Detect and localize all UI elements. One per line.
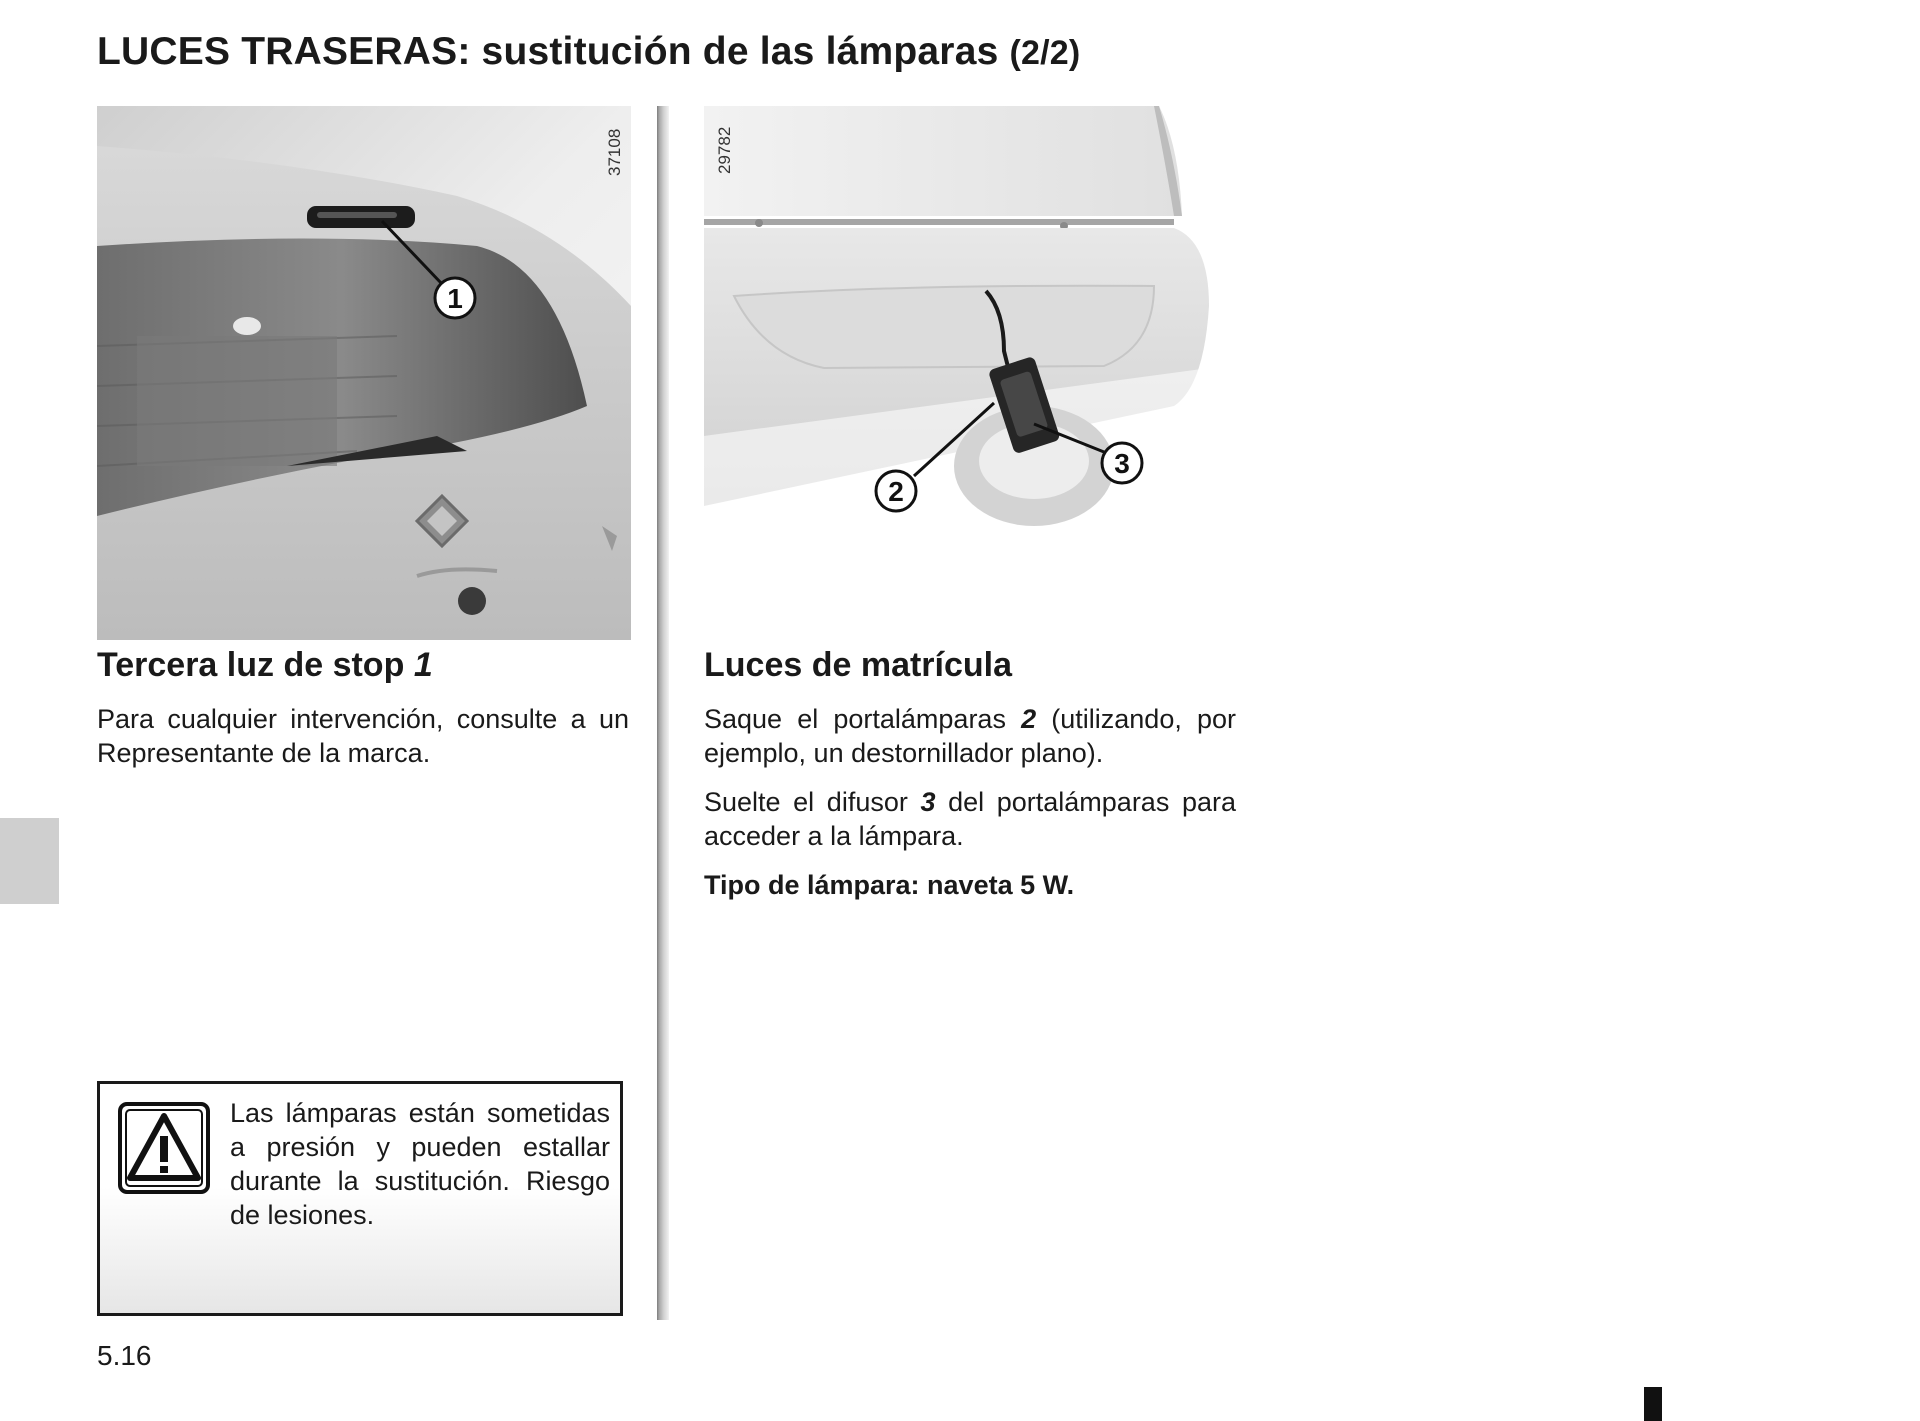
p2-ref: 3 xyxy=(920,787,936,817)
page-edge-mark xyxy=(1644,1387,1662,1421)
figure-id-2: 29782 xyxy=(715,126,734,174)
column-divider xyxy=(657,106,669,1320)
p2-text-a: Suelte el difusor xyxy=(704,787,921,817)
p1-text-a: Saque el portalámparas xyxy=(704,704,1022,734)
callout-label-2: 2 xyxy=(888,476,904,507)
p1-ref: 2 xyxy=(1021,704,1037,734)
page-title-text: LUCES TRASERAS: sustitución de las lámparas xyxy=(97,30,999,73)
page-title xyxy=(97,30,1080,74)
figure-third-stop-light xyxy=(97,106,631,640)
license-plate-light-illustration xyxy=(704,106,1224,536)
callout-label-3: 3 xyxy=(1114,448,1130,479)
third-stop-light-heading-text: Tercera luz de stop xyxy=(97,646,405,684)
third-stop-light-heading xyxy=(97,646,433,685)
third-stop-light-heading-ref: 1 xyxy=(413,646,433,684)
plate-recess xyxy=(734,286,1154,368)
license-plate-paragraph-1 xyxy=(704,702,1236,770)
license-plate-heading: Luces de matrícula xyxy=(704,646,1013,684)
callout-label-1: 1 xyxy=(447,283,463,314)
license-plate-paragraph-2 xyxy=(704,785,1236,853)
lamp-type-paragraph: Tipo de lámpara: naveta 5 W. xyxy=(704,870,1075,900)
figure-license-plate-light xyxy=(704,106,1224,536)
warning-triangle-icon xyxy=(118,1102,210,1194)
figure-id-1: 37108 xyxy=(605,128,624,176)
p1-text-b: (utilizando, por ejemplo, un destornillador plano). xyxy=(704,704,1236,768)
third-stop-light-illustration xyxy=(97,106,631,640)
page-number: 5.16 xyxy=(97,1340,152,1371)
warning-text: Las lámparas están sometidas a presión y pueden estallar durante la sustitución. Riesgo de lesiones. xyxy=(230,1098,610,1230)
lock xyxy=(458,587,486,615)
page-title-suffix: (2/2) xyxy=(1009,34,1081,72)
p2-text-b: del portalámparas para acceder a la lámpara. xyxy=(704,787,1236,851)
tailgate xyxy=(704,106,1182,216)
third-stop-light-paragraph: Para cualquier intervención, consulte a un Representante de la marca. xyxy=(97,704,629,768)
warning-box xyxy=(97,1081,623,1316)
section-tab xyxy=(0,818,59,904)
interior-light xyxy=(233,317,261,335)
